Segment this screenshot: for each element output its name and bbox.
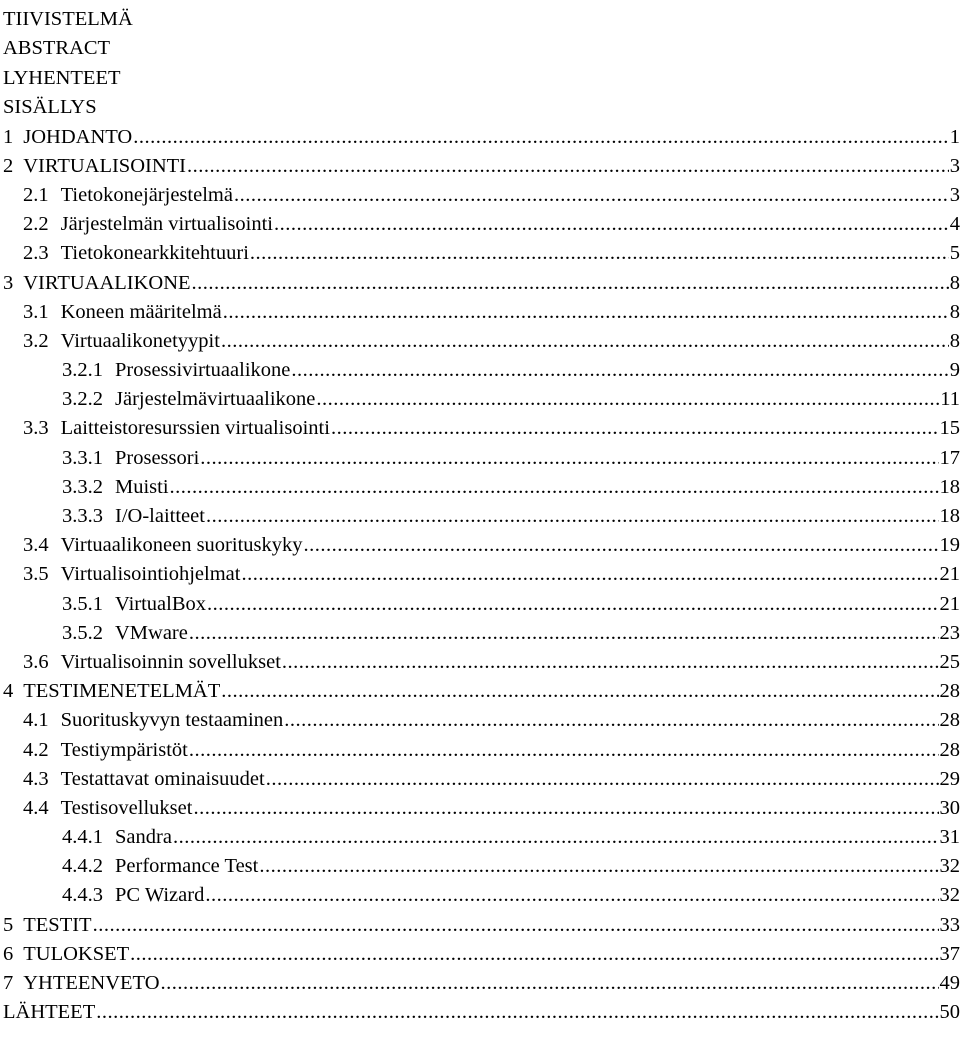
- dot-leader: [221, 678, 938, 704]
- toc-entry[interactable]: [3, 500, 960, 529]
- toc-entry-number: 6: [3, 942, 14, 965]
- dot-leader: [241, 561, 938, 587]
- dot-leader: [206, 503, 939, 529]
- dot-leader: [205, 882, 938, 908]
- toc-entry-title: VIRTUAALIKONE: [23, 271, 191, 294]
- toc-entry-page-number: 25: [939, 650, 960, 673]
- table-of-contents: [3, 2, 960, 1025]
- toc-entry-number: 3.3.2: [62, 475, 103, 498]
- toc-entry-title: JOHDANTO: [23, 125, 133, 148]
- toc-entry-title: Järjestelmävirtuaalikone: [115, 388, 316, 411]
- toc-entry-title: Muisti: [115, 475, 169, 498]
- toc-entry-page-number: 3: [949, 154, 960, 177]
- toc-entry[interactable]: [3, 179, 960, 208]
- toc-entry-title: Testattavat ominaisuudet: [60, 767, 265, 790]
- toc-entry-page-number: 8: [949, 329, 960, 352]
- toc-entry-number: 3.1: [23, 300, 49, 323]
- toc-entry[interactable]: [3, 383, 960, 412]
- toc-entry[interactable]: [3, 617, 960, 646]
- toc-entry-title: TESTIT: [23, 913, 92, 936]
- toc-entry[interactable]: [3, 879, 960, 908]
- toc-entry-number: 5: [3, 913, 14, 936]
- dot-leader: [221, 328, 949, 354]
- toc-entry-number: 2: [3, 154, 14, 177]
- toc-entry-page-number: 1: [949, 125, 960, 148]
- toc-entry[interactable]: [3, 558, 960, 587]
- toc-entry-number: 4.3: [23, 767, 49, 790]
- toc-entry-number: 3.5.1: [62, 592, 103, 615]
- toc-entry-title: TESTIMENETELMÄT: [23, 680, 221, 703]
- toc-entry[interactable]: [3, 354, 960, 383]
- toc-entry[interactable]: [3, 208, 960, 237]
- dot-leader: [93, 912, 939, 938]
- toc-entry-number: 3.6: [23, 650, 49, 673]
- dot-leader: [170, 474, 939, 500]
- toc-entry-page-number: 29: [939, 767, 960, 790]
- toc-entry[interactable]: [3, 296, 960, 325]
- toc-entry-page-number: 21: [939, 592, 960, 615]
- toc-entry[interactable]: [3, 412, 960, 441]
- toc-entry-page-number: 28: [939, 680, 960, 703]
- toc-entry-number: 3.2: [23, 329, 49, 352]
- dot-leader: [189, 620, 939, 646]
- toc-entry-page-number: 21: [939, 563, 960, 586]
- toc-entry[interactable]: [3, 646, 960, 675]
- dot-leader: [223, 299, 949, 325]
- toc-entry-page-number: 28: [939, 709, 960, 732]
- toc-entry-page-number: 50: [939, 1001, 960, 1024]
- toc-entry-number: 3.4: [23, 534, 49, 557]
- toc-entry-number: 3.2.1: [62, 359, 103, 382]
- toc-entry-title: Sandra: [115, 826, 172, 849]
- toc-entry-page-number: 18: [939, 475, 960, 498]
- toc-entry-title: Virtuaalikonetyypit: [60, 329, 220, 352]
- dot-leader: [207, 591, 938, 617]
- toc-entry-title: TULOKSET: [23, 942, 130, 965]
- toc-entry-page-number: 3: [949, 183, 960, 206]
- toc-entry-page-number: 28: [939, 738, 960, 761]
- dot-leader: [250, 240, 949, 266]
- toc-entry-number: 4.2: [23, 738, 49, 761]
- toc-entry-number: 4.4.1: [62, 826, 103, 849]
- toc-entry-title: VirtualBox: [115, 592, 207, 615]
- toc-entry-page-number: 23: [939, 621, 960, 644]
- toc-entries: [3, 120, 960, 1025]
- toc-entry[interactable]: [3, 441, 960, 470]
- dot-leader: [259, 853, 938, 879]
- dot-leader: [291, 357, 948, 383]
- front-matter: [3, 2, 960, 120]
- toc-entry-title: Testisovellukset: [60, 796, 193, 819]
- toc-entry-page-number: 30: [939, 796, 960, 819]
- toc-entry-number: 3.3.1: [62, 446, 103, 469]
- dot-leader: [234, 182, 949, 208]
- toc-entry-title: I/O-laitteet: [115, 505, 205, 527]
- toc-entry-page-number: 32: [939, 855, 960, 878]
- dot-leader: [200, 445, 938, 471]
- toc-entry-number: 4.4.2: [62, 855, 103, 878]
- toc-entry-title: Virtualisoinnin sovellukset: [60, 650, 281, 673]
- dot-leader: [316, 386, 939, 412]
- toc-entry-number: 3.2.2: [62, 388, 103, 411]
- dot-leader: [96, 999, 938, 1025]
- toc-entry-page-number: 33: [939, 913, 960, 936]
- toc-entry-title: LÄHTEET: [3, 1001, 96, 1024]
- toc-entry-number: 2.1: [23, 183, 49, 206]
- dot-leader: [173, 824, 939, 850]
- toc-entry-number: 3.3: [23, 417, 49, 440]
- toc-entry-number: 3.3.3: [62, 505, 103, 527]
- dot-leader: [266, 766, 939, 792]
- toc-entry[interactable]: [3, 996, 960, 1025]
- toc-entry-number: 3.5: [23, 563, 49, 586]
- toc-entry[interactable]: [3, 150, 960, 179]
- toc-entry-number: 3.5.2: [62, 621, 103, 644]
- toc-entry-number: 4.1: [23, 709, 49, 732]
- dot-leader: [282, 649, 939, 675]
- toc-entry[interactable]: [3, 325, 960, 354]
- toc-entry-title: Performance Test: [115, 855, 259, 878]
- toc-entry-number: 1: [3, 125, 14, 148]
- dot-leader: [192, 270, 949, 296]
- front-matter-item: LYHENTEET: [3, 66, 121, 89]
- toc-entry-page-number: 31: [939, 826, 960, 849]
- toc-entry[interactable]: [3, 733, 960, 762]
- dot-leader: [274, 211, 949, 237]
- toc-entry-page-number: 5: [949, 242, 960, 265]
- dot-leader: [304, 532, 939, 558]
- toc-entry[interactable]: [3, 587, 960, 616]
- dot-leader: [193, 795, 938, 821]
- toc-entry-page-number: 4: [949, 213, 960, 236]
- dot-leader: [161, 970, 939, 996]
- toc-entry[interactable]: [3, 850, 960, 879]
- toc-entry-page-number: 32: [939, 884, 960, 907]
- dot-leader: [133, 124, 949, 150]
- toc-entry[interactable]: [3, 675, 960, 704]
- toc-entry-page-number: 9: [949, 359, 960, 382]
- dot-leader: [189, 737, 939, 763]
- toc-entry-title: Prosessori: [115, 446, 200, 469]
- toc-entry-number: 2.3: [23, 242, 49, 265]
- toc-entry-number: 4.4.3: [62, 884, 103, 907]
- toc-entry[interactable]: [3, 763, 960, 792]
- toc-entry-title: PC Wizard: [115, 884, 205, 907]
- toc-entry-title: Koneen määritelmä: [60, 300, 222, 323]
- toc-entry-page-number: 8: [949, 300, 960, 323]
- toc-entry-title: Tietokonejärjestelmä: [60, 183, 233, 206]
- toc-entry[interactable]: [3, 792, 960, 821]
- toc-entry-title: Testiympäristöt: [60, 738, 188, 761]
- toc-entry-title: Suorituskyvyn testaaminen: [60, 709, 284, 732]
- toc-entry-title: Virtualisointiohjelmat: [60, 563, 241, 586]
- front-matter-item: ABSTRACT: [3, 37, 111, 60]
- toc-entry-number: 7: [3, 972, 14, 994]
- toc-entry[interactable]: [3, 908, 960, 937]
- toc-entry-number: 4: [3, 680, 14, 703]
- toc-entry-title: Prosessivirtuaalikone: [115, 359, 291, 382]
- toc-entry-title: Virtuaalikoneen suorituskyky: [60, 534, 303, 557]
- toc-entry[interactable]: [3, 938, 960, 967]
- dot-leader: [187, 153, 949, 179]
- toc-entry[interactable]: [3, 266, 960, 295]
- toc-entry-number: 4.4: [23, 796, 49, 819]
- toc-entry[interactable]: [3, 120, 960, 149]
- dot-leader: [130, 941, 938, 967]
- toc-entry[interactable]: [3, 704, 960, 733]
- front-matter-item: TIIVISTELMÄ: [3, 7, 133, 30]
- toc-entry-title: YHTEENVETO: [23, 972, 160, 994]
- toc-entry[interactable]: [3, 471, 960, 500]
- dot-leader: [331, 415, 939, 441]
- front-matter-item: SISÄLLYS: [3, 96, 97, 119]
- toc-entry[interactable]: [3, 967, 960, 996]
- toc-entry-title: Tietokonearkkitehtuuri: [60, 242, 249, 265]
- toc-entry-page-number: 37: [939, 942, 960, 965]
- toc-entry[interactable]: [3, 237, 960, 266]
- toc-entry-title: Laitteistoresurssien virtualisointi: [60, 417, 330, 440]
- toc-entry-title: Järjestelmän virtualisointi: [60, 213, 273, 236]
- toc-entry[interactable]: [3, 821, 960, 850]
- toc-entry-page-number: 8: [949, 271, 960, 294]
- toc-entry-page-number: 15: [939, 417, 960, 440]
- dot-leader: [284, 707, 938, 733]
- toc-entry-title: VIRTUALISOINTI: [23, 154, 186, 177]
- toc-entry-number: 2.2: [23, 213, 49, 236]
- toc-entry[interactable]: [3, 529, 960, 558]
- toc-entry-page-number: 18: [939, 505, 960, 527]
- toc-entry-page-number: 11: [940, 388, 960, 411]
- toc-entry-page-number: 19: [939, 534, 960, 557]
- toc-entry-page-number: 49: [939, 972, 960, 994]
- toc-entry-page-number: 17: [939, 446, 960, 469]
- toc-entry-title: VMware: [115, 621, 188, 644]
- toc-entry-number: 3: [3, 271, 14, 294]
